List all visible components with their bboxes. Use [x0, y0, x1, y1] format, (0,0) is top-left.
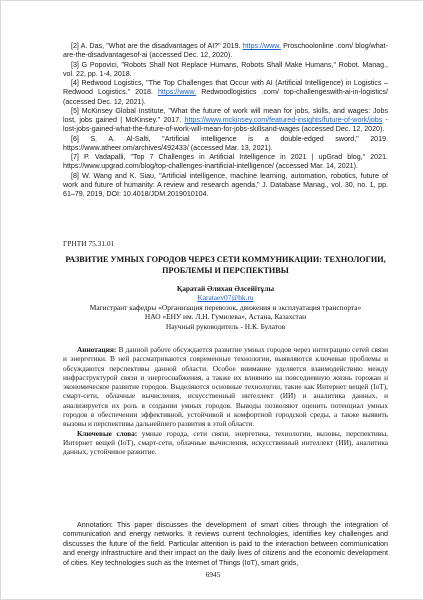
supervisor: Научный руководитель - Н.К. Булатов	[165, 321, 286, 331]
keywords-text: умные города, сети связи, энергетика, технологии, вызовы, перспективы, Интернет вещей (IoT), смарт-сети, облачные вычисления, искусственный интеллект (ИИ), аналитика данных, устойчивое развитие.	[63, 428, 388, 457]
author-affiliation: Магистрант кафедры «Организация перевозок, движения и эксплуатация транспорта»	[89, 302, 362, 312]
reference-list	[63, 42, 388, 199]
reference-item	[63, 172, 388, 200]
author-institution: НАО «ЕНУ им. Л.Н. Гумилева», Астана, Казахстан	[144, 312, 307, 322]
reference-text: P. Vadapalli, "Top 7 Challenges in Artificial Intelligence in 2021 | upGrad blog," 2021. https://www.upgrad.com/blog/top-challenges-inartificial-intelligence/ (accessed Mar. 14, 2021).	[63, 153, 388, 171]
abstract-section	[63, 345, 388, 457]
reference-text: G Popovici, "Robots Shall Not Replace Humans, Robots Shall Make Humans," Robot. Manag., vol. 22, pp. 1-4, 2018.	[63, 60, 388, 78]
grnti-code: ГРНТИ 75.31.01	[63, 239, 115, 248]
reference-link[interactable]: https://www.mckinsey.com/featured-insights/future-of-work/jobs	[184, 116, 383, 124]
reference-text: S. A. Al-Salti, "Artificial intelligence is a double-edged sword," 2019. https://www.atheer.om/archives/492433/ (accessed Mar. 13, 2021).	[63, 134, 388, 152]
reference-number: [8]	[71, 171, 79, 180]
annotation-text: В данной работе обсуждается развитие умных городов через интеграцию сетей связи и энергетики. В ней рассматриваются современные технологии, выявляются ключевые проблемы и обсуждаются перспективы данной области. Особое внимание уделяется взаимодействию между инфраструктурой связи и энергоснабжения, а также их влиянию на повседневную жизнь горожан и экономическое развитие городов. Выделяются основные технологии, такие как Интернет вещей (IoT), смарт-сети, облачные вычисления, искусственный интеллект (ИИ) и аналитика данных, и анализируется их роль в создании умных городов. Выводы позволяют оценить потенциал умных городов в обеспечении эффективной, устойчивой и комфортной городской среды, а также выявить вызовы и перспективы дальнейшего развития в этой области.	[63, 345, 388, 429]
keywords-paragraph	[63, 429, 388, 457]
reference-text-tail: Redwoodlogistics .com/ top-challengeswith-ai-in-logistics/ (accessed Dec. 12, 2021).	[63, 88, 388, 106]
reference-number: [3]	[71, 60, 79, 69]
reference-item	[63, 107, 388, 135]
annotation-paragraph	[63, 345, 388, 429]
reference-text-tail: -lost-jobs-gained-what-the-future-of-work-will-mean-for-jobs-skillsand-wages (accessed Dec. 12, 2020).	[63, 116, 388, 134]
reference-text: Redwood Logistics, "The Top Challenges that Occur with AI (Artificial Intelligence) in Logistics – Redwood Logistics." 2018.	[63, 79, 388, 97]
author-block	[63, 284, 388, 331]
reference-text-tail: Proschoolonline .com/ blog/what-are-the-disadvantagesof-ai (accessed Dec. 12, 2020).	[63, 42, 388, 60]
english-annotation-text: Annotation: This paper discusses the development of smart cities through the integration of communication and energy networks. It reviews current technologies, identifies key challenges and discusses the future of the field. Particular attention is paid to the interaction between communication and energy infrastructure and their impact on the daily lives of citizens and the economic development of cities. Key technologies such as the Internet of Things (IoT), smart grids,	[63, 521, 388, 567]
reference-item	[63, 153, 388, 172]
page-number: 6945	[205, 570, 221, 579]
reference-link[interactable]: https://www.	[157, 88, 197, 97]
reference-item	[63, 79, 388, 107]
reference-text: A. Das, "What are the disadvantages of AI?" 2019.	[80, 42, 241, 50]
annotation-label: Аннотация:	[77, 345, 117, 354]
reference-number: [4]	[71, 79, 79, 87]
reference-number: [7]	[71, 153, 79, 161]
reference-item	[63, 61, 388, 80]
keywords-label: Ключевые слова:	[77, 428, 138, 438]
reference-number: [2]	[71, 42, 79, 50]
author-name: Қаратай Әлихан Әлсейітұлы	[176, 284, 275, 293]
reference-number: [5]	[71, 106, 79, 115]
reference-text: W. Wang and K. Siau, "Artificial intelligence, machine learning, automation, robotics, future of work and future of humanity: A review and research agenda," J. Database Manag., vol. 30, no. 1, pp. 61–79, 2019, DOI: 10.4018/JDM.2019010104.	[63, 171, 388, 198]
english-annotation	[63, 521, 388, 568]
reference-item	[63, 135, 388, 154]
reference-link[interactable]: https://www.	[242, 42, 281, 50]
reference-text: McKinsey Global Institute, "What the future of work will mean for jobs, skills, and wages: Jobs lost, jobs gained | McKinsey." 2017.	[63, 106, 388, 124]
article-title: РАЗВИТИЕ УМНЫХ ГОРОДОВ ЧЕРЕЗ СЕТИ КОММУНИКАЦИИ: ТЕХНОЛОГИИ, ПРОБЛЕМЫ И ПЕРСПЕКТИВЫ	[65, 255, 386, 275]
author-email-link[interactable]: Karataev07@bk.ru	[197, 293, 254, 303]
reference-number: [6]	[71, 134, 79, 143]
reference-item	[63, 42, 388, 61]
